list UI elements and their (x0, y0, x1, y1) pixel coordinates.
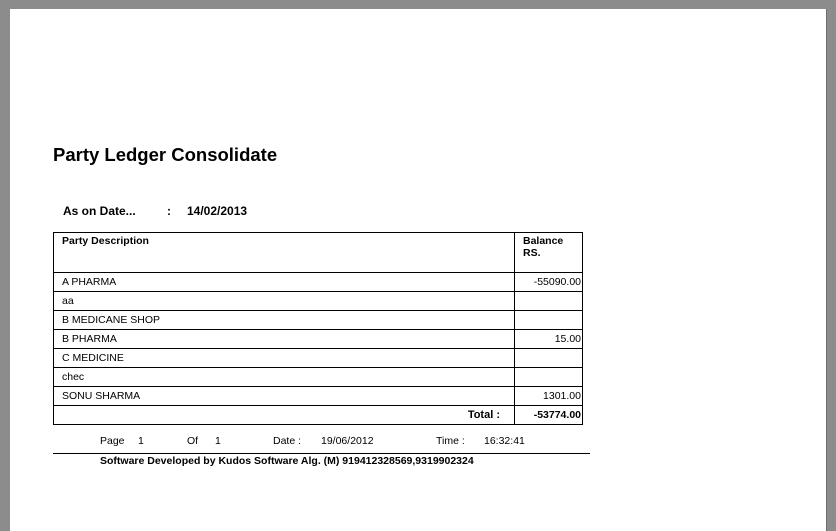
party-cell: SONU SHARMA (54, 387, 515, 406)
balance-cell: 15.00 (515, 330, 583, 349)
as-on-date-value: 14/02/2013 (187, 204, 248, 218)
party-description-header: Party Description (54, 233, 515, 273)
footer-time-label: Time : (436, 435, 465, 447)
balance-cell (515, 292, 583, 311)
report-title: Party Ledger Consolidate (53, 144, 278, 165)
software-credit: Software Developed by Kudos Software Alg. (M) 919412328569,9319902324 (100, 455, 474, 467)
table-row (54, 273, 583, 292)
footer-time-value: 16:32:41 (484, 435, 525, 447)
table-row (54, 311, 583, 330)
balance-cell (515, 349, 583, 368)
as-on-date-label: As on Date... (63, 204, 136, 218)
table-row (54, 330, 583, 349)
balance-cell: -55090.00 (515, 273, 583, 292)
table-row (54, 387, 583, 406)
total-value: -53774.00 (515, 406, 583, 425)
total-label: Total : (54, 406, 515, 425)
footer-page-label: Page (100, 435, 125, 447)
party-cell: B PHARMA (54, 330, 515, 349)
balance-cell (515, 368, 583, 387)
party-cell: aa (54, 292, 515, 311)
balance-header (515, 233, 583, 273)
balance-cell (515, 311, 583, 330)
report-page (10, 9, 827, 531)
party-cell: chec (54, 368, 515, 387)
ledger-table (53, 232, 583, 425)
footer-of-value: 1 (215, 435, 221, 447)
footer-date-label: Date : (273, 435, 302, 447)
footer-date-value: 19/06/2012 (321, 435, 374, 447)
party-cell: A PHARMA (54, 273, 515, 292)
total-row (54, 406, 583, 425)
balance-header-line2: RS. (523, 247, 541, 259)
footer-of-label: Of (187, 435, 199, 447)
party-cell: C MEDICINE (54, 349, 515, 368)
as-on-date-separator: : (167, 204, 171, 218)
footer-page-value: 1 (138, 435, 144, 447)
balance-cell: 1301.00 (515, 387, 583, 406)
party-cell: B MEDICANE SHOP (54, 311, 515, 330)
balance-header-line1: Balance (523, 235, 564, 247)
table-row (54, 292, 583, 311)
table-header-row (54, 233, 583, 273)
table-row (54, 349, 583, 368)
table-row (54, 368, 583, 387)
footer-divider (53, 453, 590, 454)
